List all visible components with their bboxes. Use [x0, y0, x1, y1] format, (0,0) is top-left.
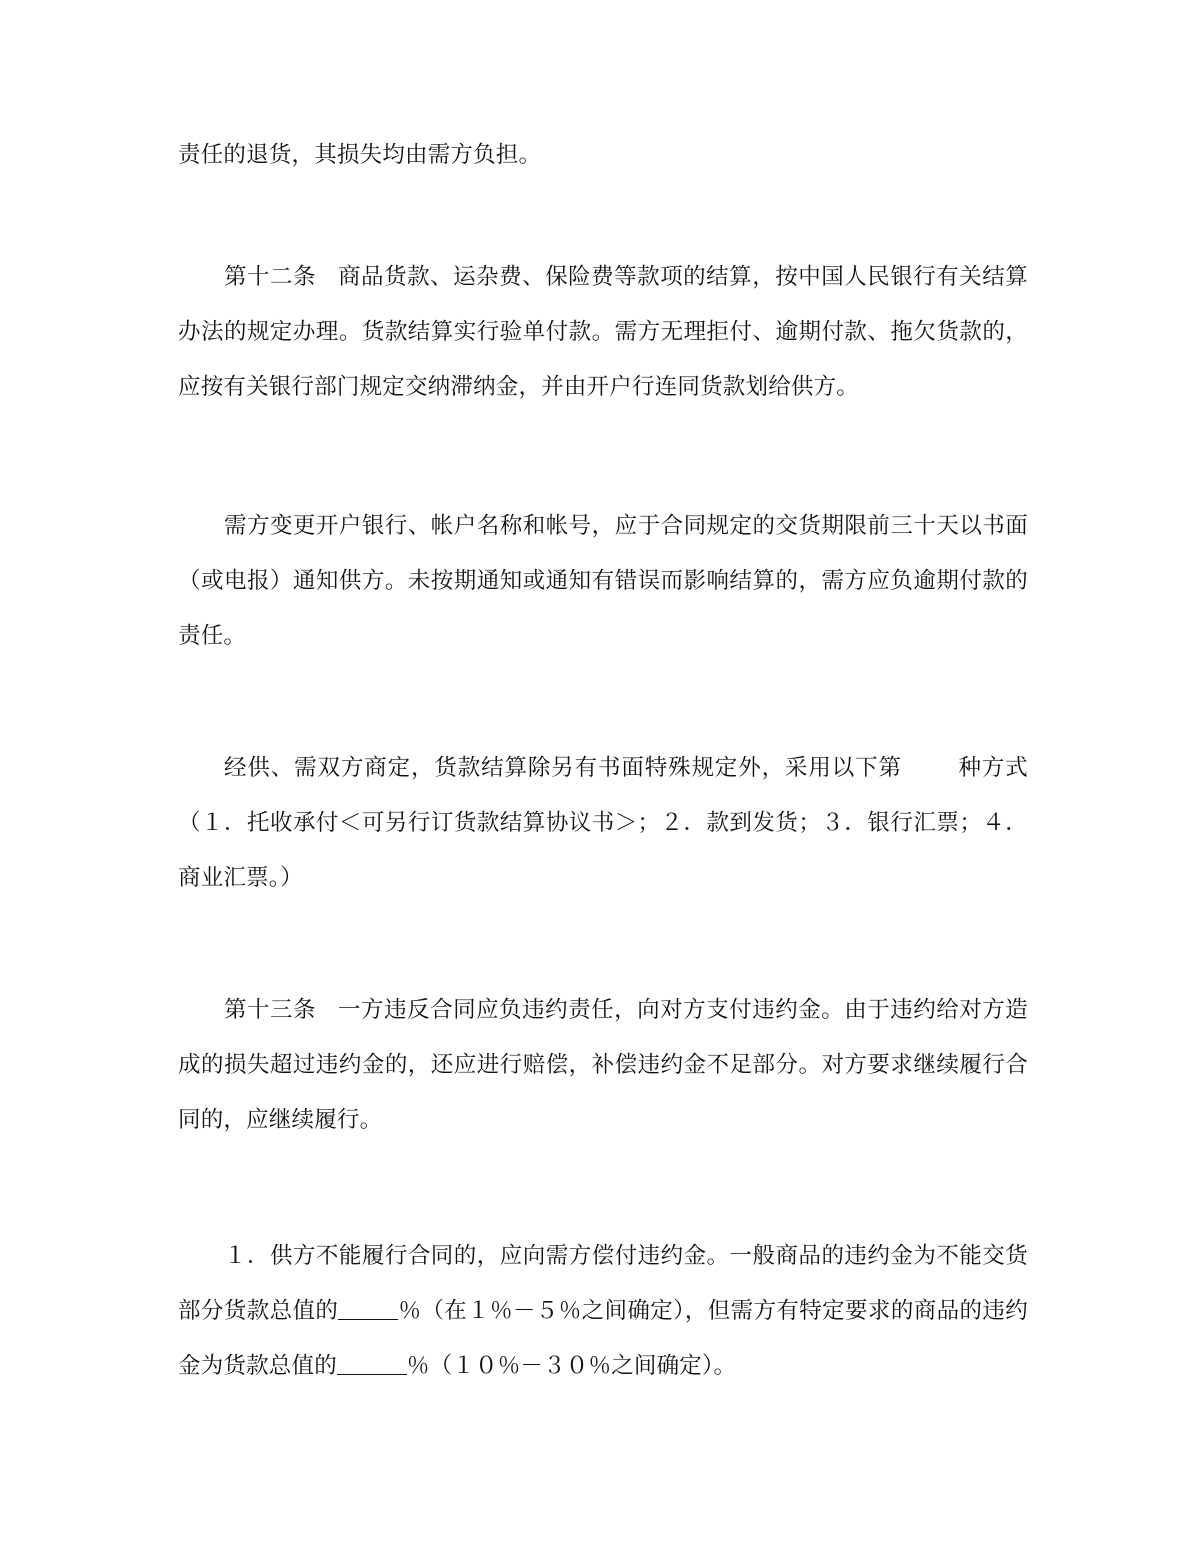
settlement-text-start: 经供、需双方商定，货款结算除另有书面特殊规定外，采用以下第: [224, 755, 902, 781]
clause-number: 第十三条: [224, 997, 317, 1023]
account-change-paragraph: 需方变更开户银行、帐户名称和帐号，应于合同规定的交货期限前三十天以书面（或电报）通知供方。未按期通知或通知有错误而影响结算的，需方应负逾期付款的责任。: [178, 513, 1028, 649]
clause-text: 一方违反合同应负违约责任，向对方支付违约金。由于违约给对方造成的损失超过违约金的，还应进行赔偿，补偿违约金不足部分。对方要求继续履行合同的，应继续履行。: [178, 997, 1028, 1133]
clause-12-paragraph: [178, 250, 1028, 415]
clause-13-paragraph: [178, 983, 1028, 1148]
percentage-blank-1: [338, 1297, 398, 1320]
paragraph-continuation: 责任的退货，其损失均由需方负担。: [178, 142, 542, 168]
clause-number: 第十二条: [224, 264, 317, 290]
penalty-text-3: ％（１０％－３０％之间确定）。: [406, 1353, 737, 1379]
percentage-blank-2: [337, 1352, 407, 1375]
clause-text: 商品货款、运杂费、保险费等款项的结算，按中国人民银行有关结算办法的规定办理。货款结算实行验单付款。需方无理拒付、逾期付款、拖欠货款的，应按有关银行部门规定交纳滞纳金，并由开户行连同货款划给供方。: [178, 264, 1028, 400]
penalty-text-2: ％（在１％－５％之间确定），但需方有特定要求的商品的违约金为货款总值的: [178, 1298, 1028, 1379]
settlement-method-paragraph: [178, 741, 1028, 906]
penalty-text-1: １．供方不能履行合同的，应向需方偿付违约金。一般商品的违约金为不能交货部分货款总值的: [178, 1243, 1028, 1324]
settlement-text-end: 种方式（１．托收承付＜可另行订货款结算协议书＞；２．款到发货；３．银行汇票；４．商业汇票。）: [178, 755, 1028, 891]
penalty-item-1-paragraph: [178, 1229, 1028, 1394]
